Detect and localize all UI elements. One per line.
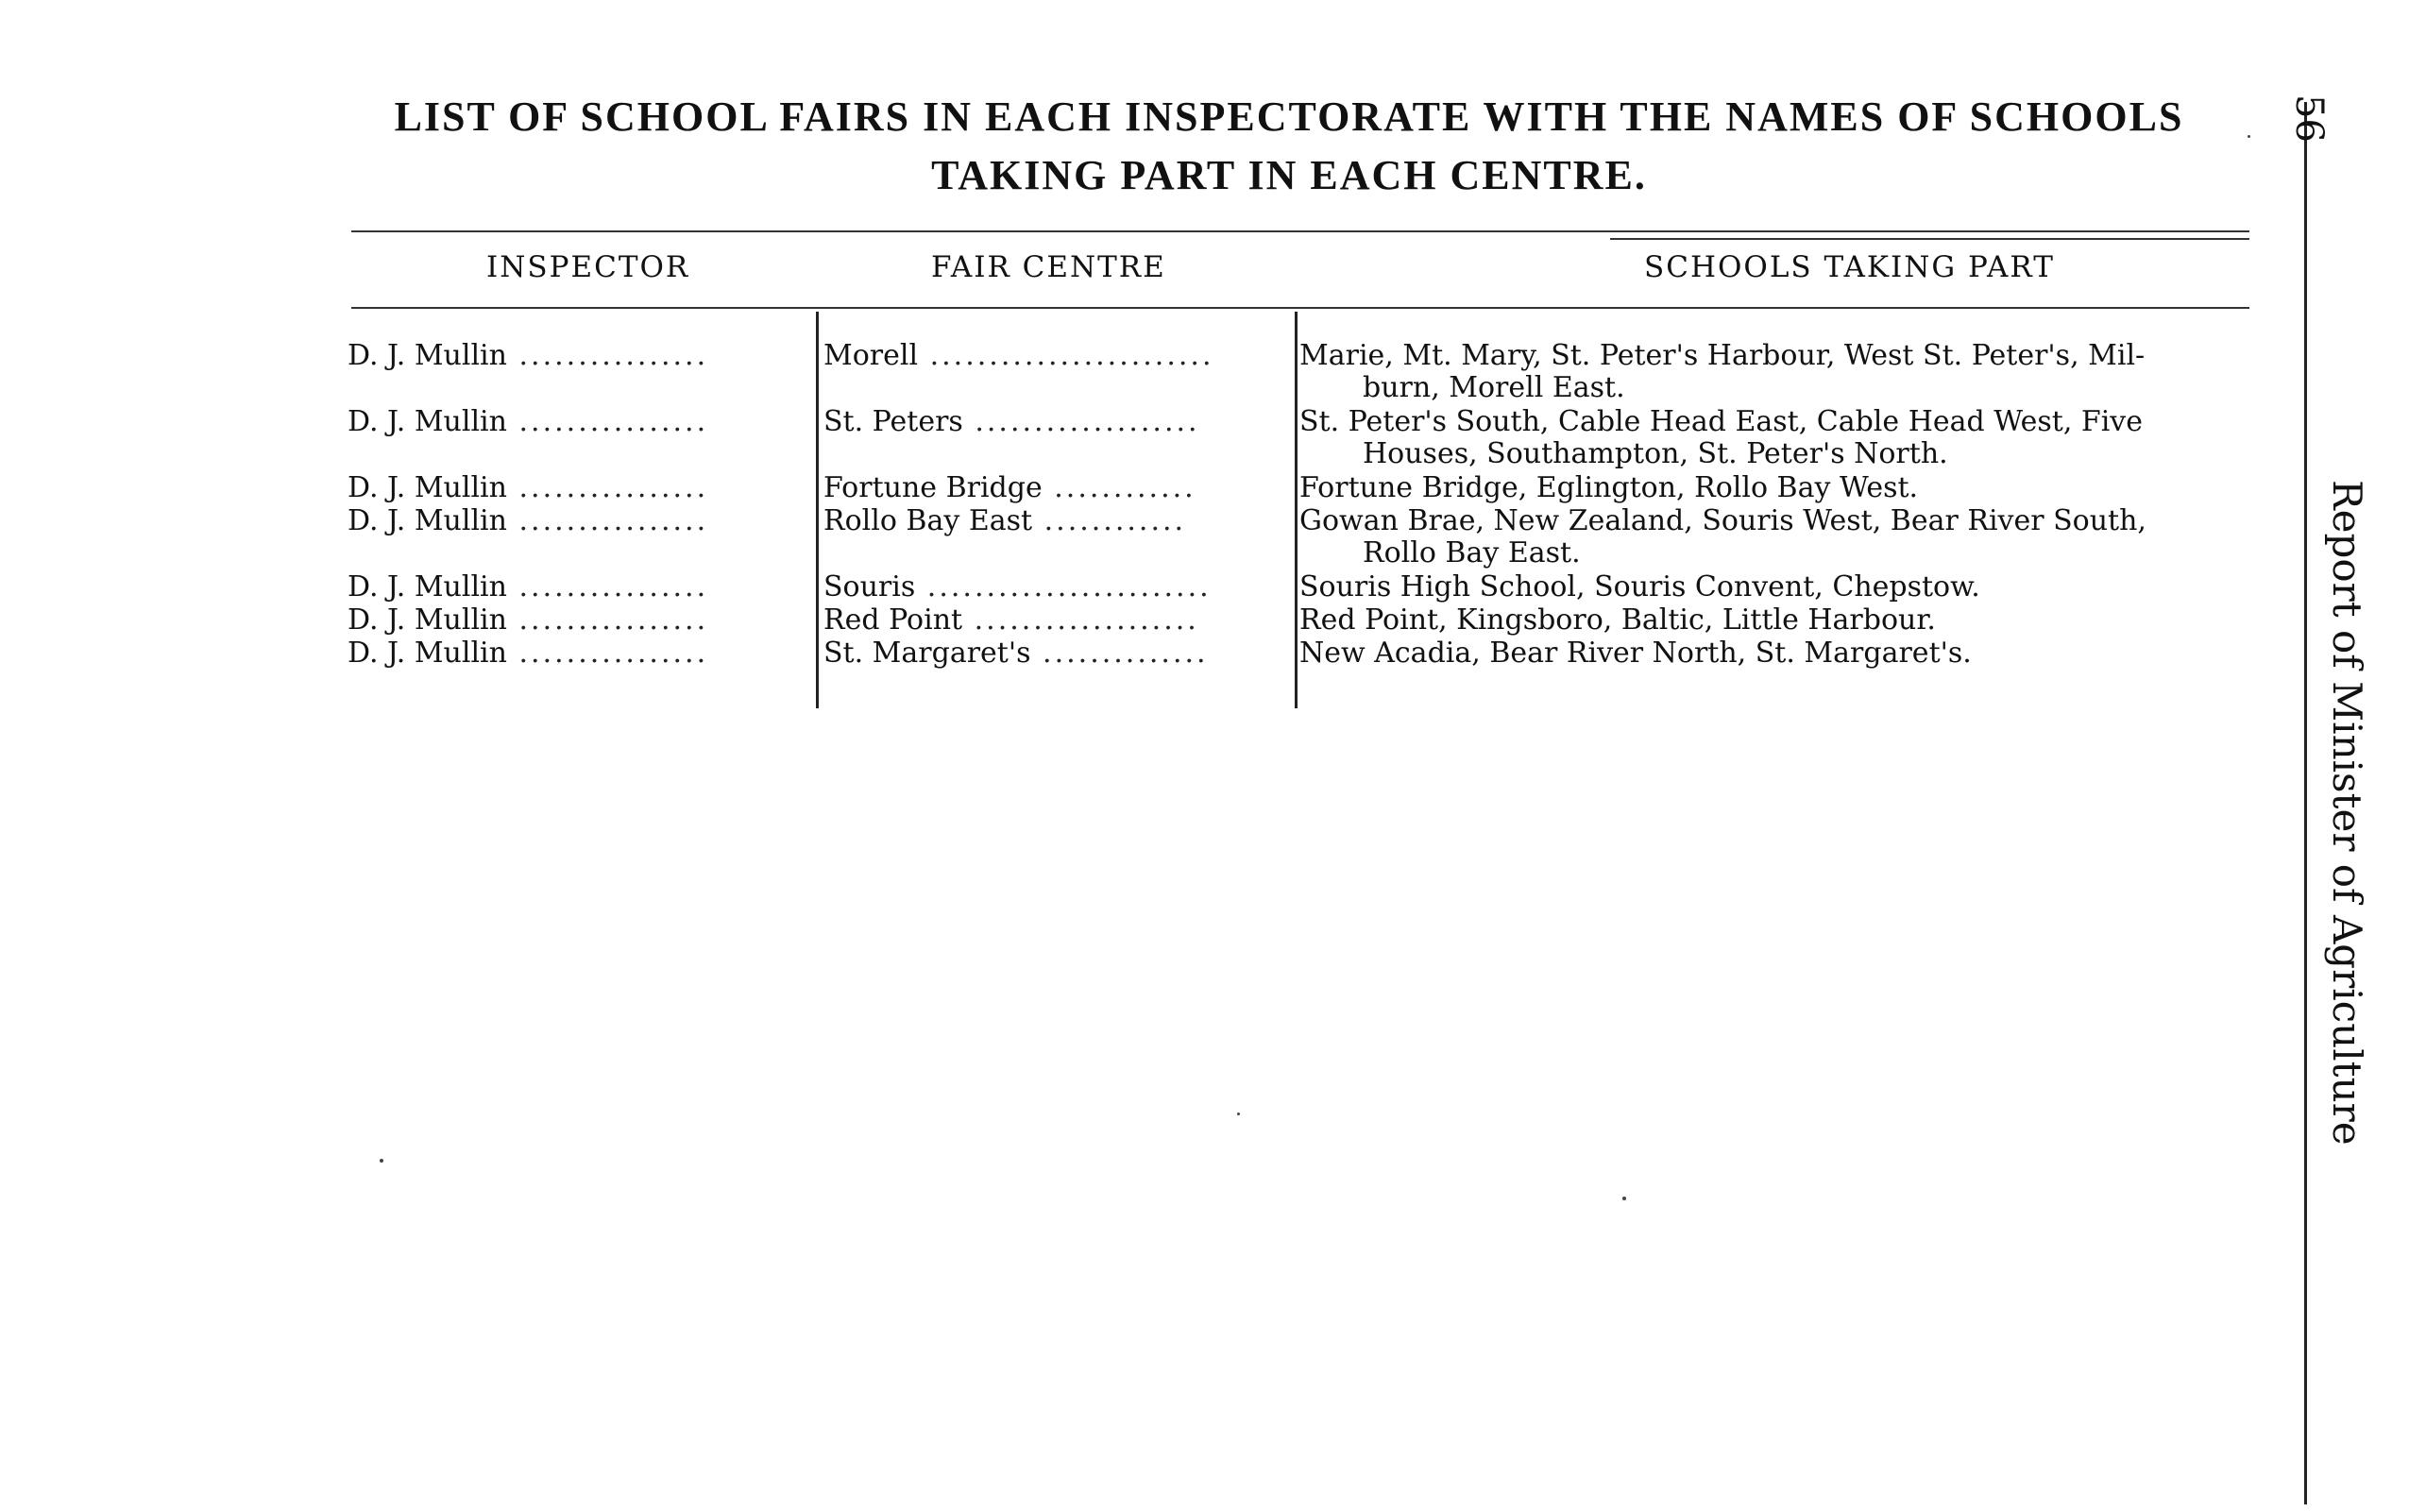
inspector-name: D. J. Mullin — [348, 604, 507, 637]
leader-dots: ................ — [506, 637, 709, 670]
scan-speck — [380, 1159, 383, 1163]
leader-dots: ................ — [506, 340, 709, 372]
leader-dots: ................... — [962, 604, 1199, 637]
leader-dots: ................ — [506, 505, 709, 537]
column-header-fair-centre: FAIR CENTRE — [931, 250, 1166, 284]
fair-centre-name: Red Point — [823, 604, 963, 637]
fair-centre-name: Fortune Bridge — [823, 472, 1043, 504]
leader-dots: ................ — [506, 472, 709, 504]
leader-dots: ........................ — [918, 340, 1214, 372]
leader-dots: ................ — [506, 406, 709, 438]
scan-speck — [1237, 1113, 1240, 1115]
scan-speck — [2248, 135, 2250, 138]
header-top-rule — [351, 230, 2249, 232]
column-divider-2 — [1295, 312, 1298, 708]
margin-rule — [2304, 102, 2307, 1504]
fair-centre-name: Morell — [823, 340, 919, 372]
inspector-name: D. J. Mullin — [348, 637, 507, 670]
fair-centre-name: St. Peters — [823, 406, 963, 438]
inspector-name: D. J. Mullin — [348, 406, 507, 438]
inspector-name: D. J. Mullin — [348, 340, 507, 372]
leader-dots: ........................ — [915, 571, 1212, 603]
schools-text: St. Peter's South, Cable Head East, Cable Head West, Five — [1299, 406, 2144, 438]
column-divider-1 — [816, 312, 819, 708]
leader-dots: ................ — [506, 571, 709, 603]
scan-speck — [1622, 1197, 1626, 1200]
column-header-inspector: INSPECTOR — [486, 250, 690, 284]
leader-dots: .............. — [1030, 637, 1209, 670]
schools-text: Red Point, Kingsboro, Baltic, Little Harbour. — [1299, 604, 1936, 637]
fair-centre-name: Rollo Bay East — [823, 505, 1033, 537]
header-top-rule-double — [1610, 238, 2249, 240]
page-title-line-2: TAKING PART IN EACH CENTRE. — [931, 152, 1647, 198]
column-header-schools: SCHOOLS TAKING PART — [1644, 250, 2055, 284]
schools-text: Fortune Bridge, Eglington, Rollo Bay West. — [1299, 472, 1919, 504]
running-head: Report of Minister of Agriculture — [2324, 480, 2370, 1146]
inspector-name: D. J. Mullin — [348, 505, 507, 537]
schools-text: Souris High School, Souris Convent, Chepstow. — [1299, 571, 1980, 603]
fair-centre-name: Souris — [823, 571, 916, 603]
header-bottom-rule — [351, 307, 2249, 309]
leader-dots: ............ — [1032, 505, 1187, 537]
leader-dots: ............ — [1042, 472, 1196, 504]
schools-text: Gowan Brae, New Zealand, Souris West, Bear River South, — [1299, 505, 2146, 537]
page-title-line-1: LIST OF SCHOOL FAIRS IN EACH INSPECTORATE WITH THE NAMES OF SCHOOLS — [394, 93, 2184, 140]
inspector-name: D. J. Mullin — [348, 571, 507, 603]
fair-centre-name: St. Margaret's — [823, 637, 1031, 670]
schools-text-continued: burn, Morell East. — [1363, 371, 1625, 404]
page-number: 56 — [2287, 94, 2331, 143]
schools-text: Marie, Mt. Mary, St. Peter's Harbour, West St. Peter's, Mil- — [1299, 340, 2146, 372]
inspector-name: D. J. Mullin — [348, 472, 507, 504]
leader-dots: ................... — [962, 406, 1200, 438]
schools-text-continued: Rollo Bay East. — [1363, 536, 1581, 569]
schools-text: New Acadia, Bear River North, St. Margaret's. — [1299, 637, 1972, 670]
schools-text-continued: Houses, Southampton, St. Peter's North. — [1363, 437, 1948, 470]
leader-dots: ................ — [506, 604, 709, 637]
